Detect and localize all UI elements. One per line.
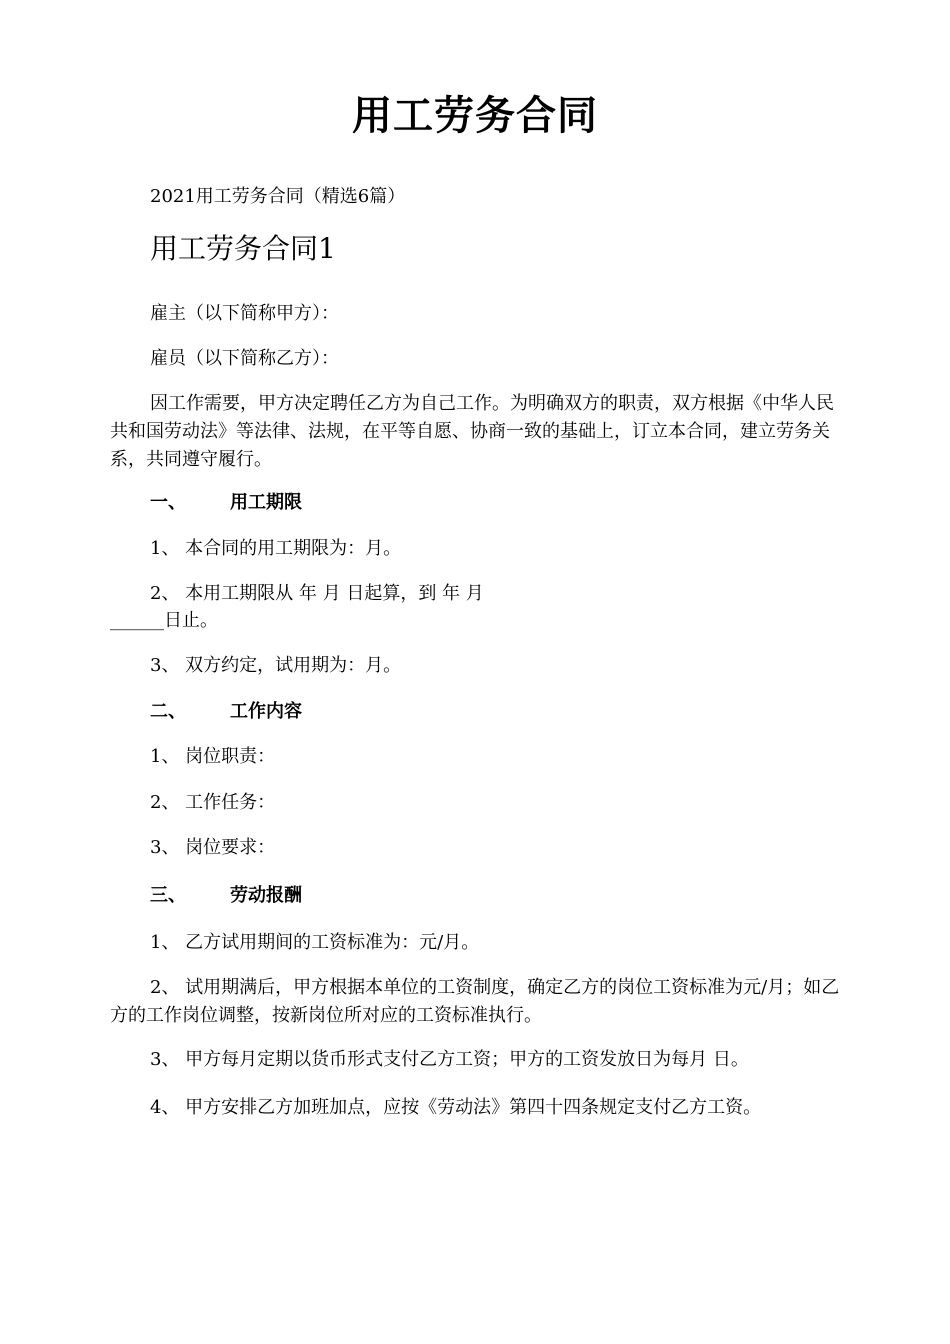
list-item: 3、 甲方每月定期以货币形式支付乙方工资；甲方的工资发放日为每月 日。 [150, 1049, 749, 1070]
employer-line: 雇主（以下简称甲方）： [150, 303, 339, 324]
contract-heading: 用工劳务合同1 [150, 232, 336, 265]
list-item: 1、 岗位职责： [150, 746, 276, 767]
section-title: 用工期限 [230, 492, 302, 513]
list-item: 2、 工作任务： [150, 792, 276, 813]
section-heading-2 [150, 698, 302, 726]
list-item: 2、 本用工期限从 年 月 日起算，到 年 月 [150, 583, 484, 604]
list-item: 3、 双方约定，试用期为：月。 [150, 655, 402, 676]
intro-paragraph: 因工作需要，甲方决定聘任乙方为自己工作。为明确双方的职责，双方根据《中华人民共和国劳动法》等法律、法规，在平等自愿、协商一致的基础上，订立本合同，建立劳务关系，共同遵守履行。 [110, 393, 834, 470]
list-item-continuation: ______日止。 [110, 610, 218, 631]
section-title: 劳动报酬 [230, 885, 302, 906]
list-item: 2、 试用期满后，甲方根据本单位的工资制度，确定乙方的岗位工资标准为元/月；如乙方的工作岗位调整，按新岗位所对应的工资标准执行。 [110, 977, 840, 1026]
section-number: 二、 [150, 701, 186, 722]
employee-line: 雇员（以下简称乙方）： [150, 348, 339, 369]
section-title: 工作内容 [230, 701, 302, 722]
section-heading-3 [150, 882, 302, 910]
section-heading-1 [150, 489, 302, 517]
section-number: 三、 [150, 885, 186, 906]
document-title: 用工劳务合同 [352, 92, 598, 139]
section-number: 一、 [150, 492, 186, 513]
list-item: 1、 乙方试用期间的工资标准为：元/月。 [150, 932, 480, 953]
list-item: 1、 本合同的用工期限为：月。 [150, 538, 402, 559]
document-subtitle: 2021用工劳务合同（精选6篇） [150, 186, 406, 207]
list-item: 4、 甲方安排乙方加班加点，应按《劳动法》第四十四条规定支付乙方工资。 [150, 1097, 762, 1118]
list-item: 3、 岗位要求： [150, 837, 276, 858]
